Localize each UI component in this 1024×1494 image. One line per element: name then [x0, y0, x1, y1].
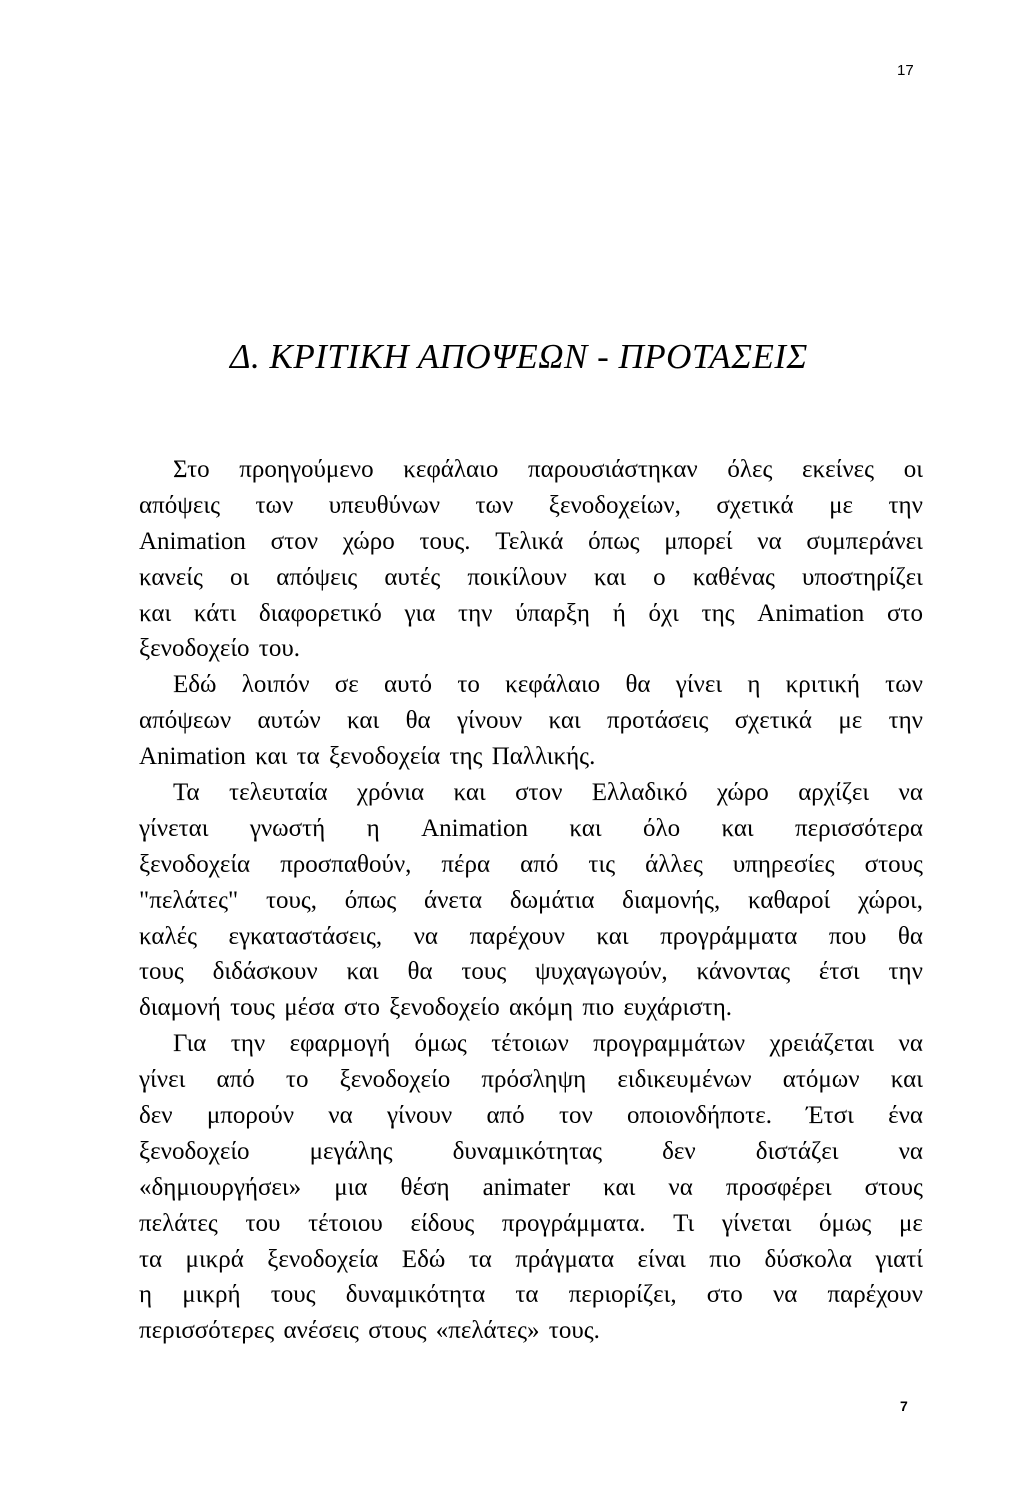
text-line: Για την εφαρμογή όμως τέτοιων προγραμμάτων χρειάζεται να [173, 1030, 923, 1058]
text-line: και κάτι διαφορετικό για την ύπαρξη ή όχι της Animation στο [139, 599, 923, 627]
text-line: η μικρή τους δυναμικότητα τα περιορίζει, στο να παρέχουν [139, 1281, 923, 1309]
body-text [139, 452, 923, 1349]
text-line: περισσότερες ανέσεις στους «πελάτες» τους. [139, 1317, 600, 1345]
text-line: ξενοδοχείο μεγάλης δυναμικότητας δεν διστάζει να [139, 1137, 923, 1165]
paragraph [139, 667, 923, 775]
text-line: απόψεις των υπευθύνων των ξενοδοχείων, σχετικά με την [139, 491, 923, 519]
paragraph [139, 1026, 923, 1349]
text-line: κανείς οι απόψεις αυτές ποικίλουν και ο καθένας υποστηρίζει [139, 563, 923, 591]
text-line: γίνει από το ξενοδοχείο πρόσληψη ειδικευμένων ατόμων και [139, 1066, 923, 1094]
text-line: γίνεται γνωστή η Animation και όλο και περισσότερα [139, 814, 923, 842]
text-line: τα μικρά ξενοδοχεία Εδώ τα πράγματα είναι πιο δύσκολα γιατί [139, 1245, 923, 1273]
text-line: πελάτες του τέτοιου είδους προγράμματα. Τι γίνεται όμως με [139, 1209, 923, 1237]
footer-mark: 7 [900, 1398, 908, 1414]
paragraph [139, 452, 923, 667]
text-line: Στο προηγούμενο κεφάλαιο παρουσιάστηκαν όλες εκείνες οι [173, 456, 923, 483]
text-line: Εδώ λοιπόν σε αυτό το κεφάλαιο θα γίνει η κριτική των [173, 671, 923, 699]
page-number: 17 [897, 62, 914, 79]
text-line: Animation στον χώρο τους. Τελικά όπως μπορεί να συμπεράνει [139, 527, 923, 555]
text-line: Animation και τα ξενοδοχεία της Παλλικής. [139, 743, 596, 771]
text-line: δεν μπορούν να γίνουν από τον οποιονδήποτε. Έτσι ένα [139, 1102, 923, 1130]
section-heading: Δ. ΚΡΙΤΙΚΗ ΑΠΟΨΕΩΝ - ΠΡΟΤΑΣΕΙΣ [230, 337, 808, 376]
text-line: καλές εγκαταστάσεις, να παρέχουν και προγράμματα που θα [139, 922, 923, 950]
text-line: Τα τελευταία χρόνια και στον Ελλαδικό χώρο αρχίζει να [173, 779, 923, 807]
paragraph [139, 775, 923, 1026]
text-line: απόψεων αυτών και θα γίνουν και προτάσεις σχετικά με την [139, 707, 923, 735]
text-line: «δημιουργήσει» μια θέση animater και να προσφέρει στους [139, 1173, 923, 1201]
text-line: τους διδάσκουν και θα τους ψυχαγωγούν, κάνοντας έτσι την [139, 958, 923, 986]
text-line: "πελάτες" τους, όπως άνετα δωμάτια διαμονής, καθαροί χώροι, [139, 886, 923, 914]
text-line: ξενοδοχείο του. [139, 635, 300, 663]
text-line: διαμονή τους μέσα στο ξενοδοχείο ακόμη πιο ευχάριστη. [139, 994, 733, 1022]
text-line: ξενοδοχεία προσπαθούν, πέρα από τις άλλες υπηρεσίες στους [139, 850, 923, 878]
